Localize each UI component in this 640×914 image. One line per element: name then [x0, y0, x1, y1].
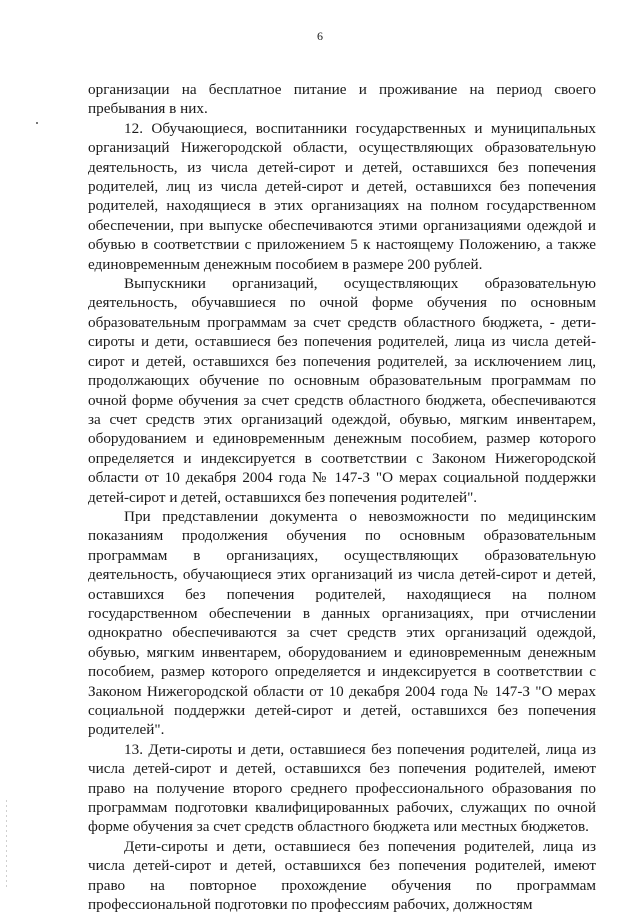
paragraph-repeat-training: Дети-сироты и дети, оставшиеся без попечения родителей, лица из числа детей-сирот и детей, оставшихся без попечения родителей, имеют право на повторное прохождение обучения по программам профессиональной подготовки по профессиям рабочих, должностям [88, 837, 596, 914]
scan-edge-mark [6, 800, 7, 890]
page-number: 6 [317, 29, 323, 43]
paragraph-item-13: 13. Дети-сироты и дети, оставшиеся без попечения родителей, лица из числа детей-сирот и детей, оставшихся без попечения родителей, имеют право на получение второго среднего профессионального образования по программам подготовки квалифицированных рабочих, служащих по очной форме обучения за счет средств областного бюджета или местных бюджетов. [88, 740, 596, 836]
paragraph-graduates: Выпускники организаций, осуществляющих образовательную деятельность, обучавшиеся по очной форме обучения по основным образовательным программам за счет средств областного бюджета, - дети-сироты и дети, оставшиеся без попечения родителей, лица из числа детей-сирот и детей, оставшихся без попечения родителей, за исключением лиц, продолжающих обучение по основным образовательным программам по очной форме обучения за счет средств областного бюджета, обеспечиваются за счет средств этих организаций одеждой, обувью, мягким инвентарем, оборудованием и единовременным денежным пособием, размер которого определяется и индексируется в соответствии с Законом Нижегородской области от 10 декабря 2004 года № 147-З "О мерах социальной поддержки детей-сирот и детей, оставшихся без попечения родителей". [88, 275, 596, 506]
document-body [88, 80, 596, 914]
margin-dot [36, 122, 38, 124]
paragraph-continuation: организации на бесплатное питание и проживание на период своего пребывания в них. [88, 81, 596, 118]
paragraph-item-12: 12. Обучающиеся, воспитанники государственных и муниципальных организаций Нижегородской области, осуществляющих образовательную деятельность, из числа детей-сирот и детей, оставшихся без попечения родителей, лиц из числа детей-сирот и детей, оставшихся без попечения родителей, находящиеся в этих организациях на полном государственном обеспечении, при выпуске обеспечиваются этими организациями одеждой и обувью в соответствии с приложением 5 к настоящему Положению, а также единовременным денежным пособием в размере 200 рублей. [88, 119, 596, 273]
paragraph-medical-document: При представлении документа о невозможности по медицинским показаниям продолжения обучения по основным образовательным программам в организациях, осуществляющих образовательную деятельность, обучающиеся этих организаций из числа детей-сирот и детей, оставшихся без попечения родителей, находящиеся на полном государственном обеспечении в данных организациях, при отчислении однократно обеспечиваются за счет средств этих организаций одеждой, обувью, мягким инвентарем, оборудованием и единовременным денежным пособием, размер которого определяется и индексируется в соответствии с Законом Нижегородской области от 10 декабря 2004 года № 147-З "О мерах социальной поддержки детей-сирот и детей, оставшихся без попечения родителей". [88, 507, 596, 739]
